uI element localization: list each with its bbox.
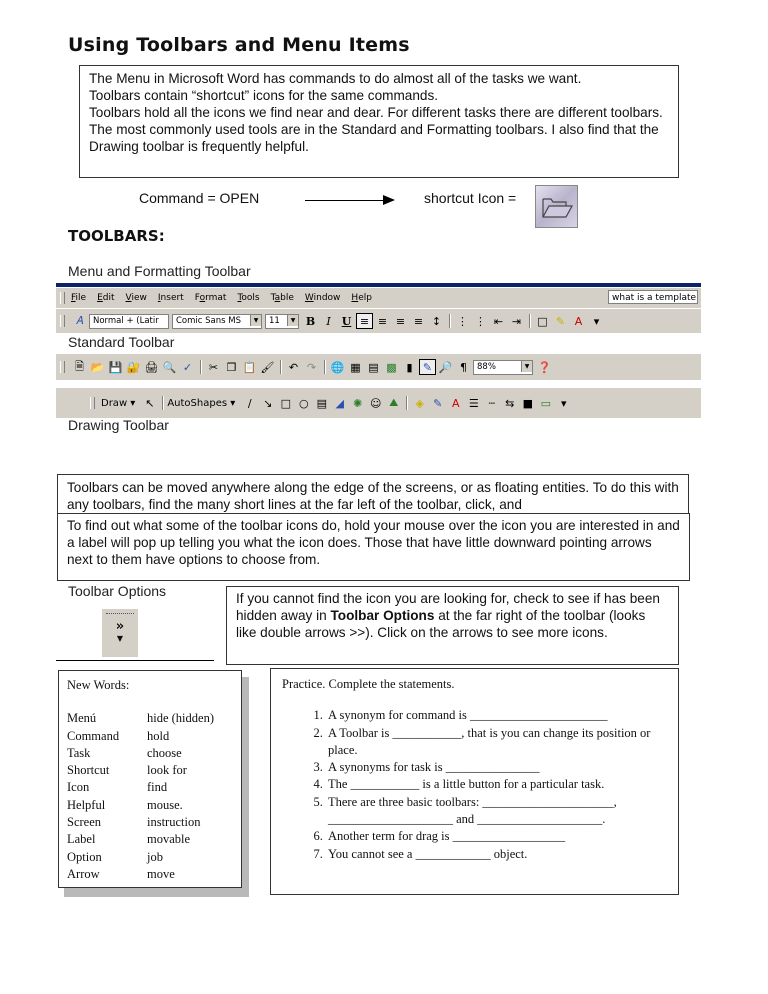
menu-bar xyxy=(56,288,701,308)
toolbar-options-button[interactable] xyxy=(102,609,138,657)
word: Task xyxy=(67,745,91,760)
fill-color-icon[interactable]: ◈ xyxy=(415,396,425,410)
practice-list xyxy=(282,707,667,863)
menu-table[interactable]: Table xyxy=(270,293,294,303)
clip-art-icon[interactable]: ☺ xyxy=(370,396,382,410)
toolbar-options-box xyxy=(226,586,679,665)
word: job xyxy=(147,849,163,864)
intro-box xyxy=(79,65,679,178)
formatting-toolbar xyxy=(56,309,701,333)
window-title-bar xyxy=(56,283,701,287)
menu-formatting-label: Menu and Formatting Toolbar xyxy=(68,263,251,279)
chevron-down-icon: ▼ xyxy=(521,361,532,372)
format-painter-icon[interactable]: 🖌 xyxy=(260,360,275,374)
page-title: Using Toolbars and Menu Items xyxy=(68,34,410,56)
list-item: 3. A synonyms for task is _______________ xyxy=(326,759,667,776)
table-row xyxy=(67,762,214,779)
toolbar-options-icon[interactable]: ▾ xyxy=(561,396,567,410)
paste-icon[interactable]: 📋 xyxy=(242,360,257,374)
word: Arrow xyxy=(67,866,100,881)
table-row xyxy=(67,831,214,848)
text-box-icon[interactable]: ▤ xyxy=(316,396,327,410)
bullets-icon[interactable]: ⋮ xyxy=(475,314,486,328)
table-row xyxy=(67,866,214,883)
new-document-icon[interactable]: 🗎 xyxy=(75,359,84,373)
decrease-indent-icon[interactable]: ⇤ xyxy=(493,314,504,328)
print-preview-icon[interactable]: 🔍 xyxy=(162,360,177,374)
hover-tip-box: To find out what some of the toolbar icons do, hold your mouse over the icon you are interested in and a label will pop up telling you what the icon does. Those that have little downward pointing arrows next to them have options to choose from. xyxy=(57,513,690,581)
toolbar-options-icon[interactable]: ▾ xyxy=(593,314,600,328)
word: Shortcut xyxy=(67,763,110,778)
picture-icon[interactable]: ⛰ xyxy=(389,396,399,409)
draw-menu[interactable]: Draw ▾ xyxy=(101,397,136,409)
open-icon[interactable]: 📂 xyxy=(90,360,105,374)
table-row xyxy=(67,814,214,831)
toolbar-grip[interactable] xyxy=(60,361,65,373)
undo-icon[interactable]: ↶ xyxy=(288,360,299,374)
style-select[interactable]: Normal + (Latir xyxy=(89,314,169,329)
intro-line-1: The Menu in Microsoft Word has commands to do almost all of the tasks we want. xyxy=(89,71,582,86)
highlight-icon[interactable]: ✎ xyxy=(555,314,566,328)
word: Icon xyxy=(67,780,90,795)
cut-icon[interactable]: ✂ xyxy=(208,360,219,374)
toolbar-grip[interactable] xyxy=(60,315,65,327)
align-center-icon[interactable]: ≡ xyxy=(377,314,388,328)
font-color-icon[interactable]: A xyxy=(452,396,460,410)
table-row xyxy=(67,779,214,796)
columns-icon[interactable]: ▮ xyxy=(406,360,413,374)
line-icon[interactable]: ∕ xyxy=(247,396,252,410)
menu-format[interactable]: Format xyxy=(194,293,227,303)
menu-file[interactable]: File xyxy=(71,293,87,303)
increase-indent-icon[interactable]: ⇥ xyxy=(511,314,522,328)
ask-question-input[interactable]: what is a template xyxy=(608,290,698,304)
standard-toolbar-label: Standard Toolbar xyxy=(68,334,175,350)
align-right-icon[interactable]: ≡ xyxy=(395,314,406,328)
double-chevron-icon: » xyxy=(115,619,125,634)
italic-icon[interactable]: I xyxy=(326,314,331,328)
menu-edit[interactable]: Edit xyxy=(97,293,115,303)
list-item: 4. The ___________ is a little button for a particular task. xyxy=(326,776,667,793)
table-row xyxy=(67,797,214,814)
justify-icon[interactable]: ≡ xyxy=(413,314,424,328)
save-icon[interactable]: 💾 xyxy=(108,360,123,374)
line-spacing-icon[interactable]: ↕ xyxy=(431,314,442,328)
word: Menú xyxy=(67,711,97,726)
intro-line-2: Toolbars contain “shortcut” icons for the same commands. xyxy=(89,88,439,103)
new-words-heading: New Words: xyxy=(67,678,130,692)
options-text-bold: Toolbar Options xyxy=(330,608,435,623)
toolbar-grip[interactable] xyxy=(60,292,65,304)
standard-toolbar xyxy=(56,354,701,380)
menu-help[interactable]: Help xyxy=(351,293,372,303)
tables-borders-icon[interactable]: ▦ xyxy=(350,360,361,374)
oval-icon[interactable]: ○ xyxy=(298,396,309,410)
list-item: 6. Another term for drag is __________________ xyxy=(326,828,667,845)
word: hide (hidden) xyxy=(147,711,214,726)
word: look for xyxy=(147,763,187,778)
underline-icon[interactable]: U xyxy=(341,314,352,328)
command-label: Command = OPEN xyxy=(139,190,260,206)
copy-icon[interactable]: ❐ xyxy=(226,360,237,374)
word: Helpful xyxy=(67,797,106,812)
insert-table-icon[interactable]: ▤ xyxy=(368,360,379,374)
styles-icon[interactable]: 𝐴 xyxy=(75,314,84,327)
font-select[interactable]: Comic Sans MS ▼ xyxy=(172,314,262,329)
menu-view[interactable]: View xyxy=(125,293,147,303)
chevron-down-icon: ▼ xyxy=(116,634,124,643)
document-map-icon[interactable]: 🔎 xyxy=(438,360,453,374)
table-row xyxy=(67,710,214,727)
word: Label xyxy=(67,832,96,847)
intro-line-3: Toolbars hold all the icons we find near and dear. For different tasks there are different toolbars. The most commonly used tools are in the Standard and Formatting toolbars. I also find that the Drawing toolbar is frequently helpful. xyxy=(89,105,663,154)
autoshapes-menu[interactable]: AutoShapes ▾ xyxy=(167,397,236,409)
word: find xyxy=(147,780,168,795)
separator xyxy=(324,360,326,374)
shadow-icon[interactable]: ■ xyxy=(522,396,533,410)
divider xyxy=(56,660,214,661)
toolbars-heading: TOOLBARS: xyxy=(68,227,165,245)
print-icon[interactable]: 🖨 xyxy=(144,360,159,374)
new-words-table xyxy=(67,710,214,883)
chevron-down-icon: ▼ xyxy=(250,315,261,326)
word: Command xyxy=(67,728,120,743)
wordart-icon[interactable]: ◢ xyxy=(335,396,345,410)
align-left-icon[interactable]: ≡ xyxy=(356,313,373,329)
separator xyxy=(449,314,451,328)
word: choose xyxy=(147,745,182,760)
spelling-icon[interactable]: ✓ xyxy=(182,360,193,374)
word: movable xyxy=(147,832,191,847)
separator xyxy=(162,396,164,410)
help-icon[interactable]: ❓ xyxy=(537,360,552,374)
move-toolbars-box: Toolbars can be moved anywhere along the edge of the screens, or as floating entities. To do this with any toolbars, find the many short lines at the far left of the toolbar, click, and xyxy=(57,474,689,514)
table-row xyxy=(67,745,214,762)
open-folder-icon[interactable] xyxy=(535,185,578,228)
options-text-before: If you cannot find the icon you are looking for, check to see if has been hidden away in xyxy=(236,591,660,623)
word: mouse. xyxy=(147,797,183,812)
permission-icon[interactable]: 🔐 xyxy=(126,360,141,374)
options-text-after: at the far right of the toolbar (looks like double arrows >>). Click on the arrows to see more icons. xyxy=(236,608,646,640)
zoom-select[interactable]: 88% ▼ xyxy=(473,360,533,375)
select-objects-icon[interactable]: ↖ xyxy=(145,396,155,410)
drawing-toolbar-label: Drawing Toolbar xyxy=(68,417,169,433)
rectangle-icon[interactable]: □ xyxy=(280,396,291,410)
toolbar-grip[interactable] xyxy=(90,397,95,409)
separator xyxy=(280,360,282,374)
diagram-icon[interactable]: ✺ xyxy=(353,396,363,410)
arrow-icon[interactable]: ↘ xyxy=(263,396,273,410)
font-color-icon[interactable]: A xyxy=(574,314,583,328)
border-icon[interactable]: □ xyxy=(537,314,548,328)
practice-box xyxy=(270,668,679,895)
arrow-right-icon xyxy=(383,195,395,205)
chevron-down-icon: ▼ xyxy=(287,315,298,326)
word: hold xyxy=(147,728,170,743)
separator xyxy=(406,396,408,410)
hyperlink-icon[interactable]: 🌐 xyxy=(330,360,345,374)
separator xyxy=(106,613,134,614)
line-color-icon[interactable]: ✎ xyxy=(433,396,443,410)
insert-excel-icon[interactable]: ▩ xyxy=(386,360,397,374)
word: move xyxy=(147,866,175,881)
list-item: 7. You cannot see a ____________ object. xyxy=(326,846,667,863)
3d-icon[interactable]: ▭ xyxy=(540,396,551,410)
word: Screen xyxy=(67,815,102,830)
redo-icon[interactable]: ↷ xyxy=(306,360,317,374)
practice-heading: Practice. Complete the statements. xyxy=(282,677,455,691)
separator xyxy=(200,360,202,374)
menu-insert[interactable]: Insert xyxy=(157,293,184,303)
new-words-box xyxy=(58,670,242,888)
dash-style-icon[interactable]: ┄ xyxy=(488,396,496,410)
table-row xyxy=(67,728,214,745)
menu-window[interactable]: Window xyxy=(304,293,341,303)
separator xyxy=(529,314,531,328)
arrow-line xyxy=(305,200,385,201)
arrow-style-icon[interactable]: ⇆ xyxy=(505,396,515,410)
numbering-icon[interactable]: ⋮ xyxy=(457,314,468,328)
bold-icon[interactable]: B xyxy=(305,314,316,328)
line-style-icon[interactable]: ☰ xyxy=(468,396,479,410)
list-item: 1. A synonym for command is ______________________ xyxy=(326,707,667,724)
drawing-icon[interactable]: ✎ xyxy=(419,359,436,375)
show-hide-icon[interactable]: ¶ xyxy=(460,360,467,374)
list-item: 5. There are three basic toolbars: _____________________, ____________________ and ____________________. xyxy=(326,794,667,829)
menu-tools[interactable]: Tools xyxy=(237,293,260,303)
toolbar-options-label: Toolbar Options xyxy=(68,583,167,599)
word: Option xyxy=(67,849,102,864)
drawing-toolbar xyxy=(56,388,701,418)
table-row xyxy=(67,849,214,866)
shortcut-label: shortcut Icon = xyxy=(424,190,517,206)
list-item: 2. A Toolbar is ___________, that is you can change its position or place. xyxy=(326,725,667,760)
word: instruction xyxy=(147,815,201,830)
font-size-select[interactable]: 11 ▼ xyxy=(265,314,299,329)
